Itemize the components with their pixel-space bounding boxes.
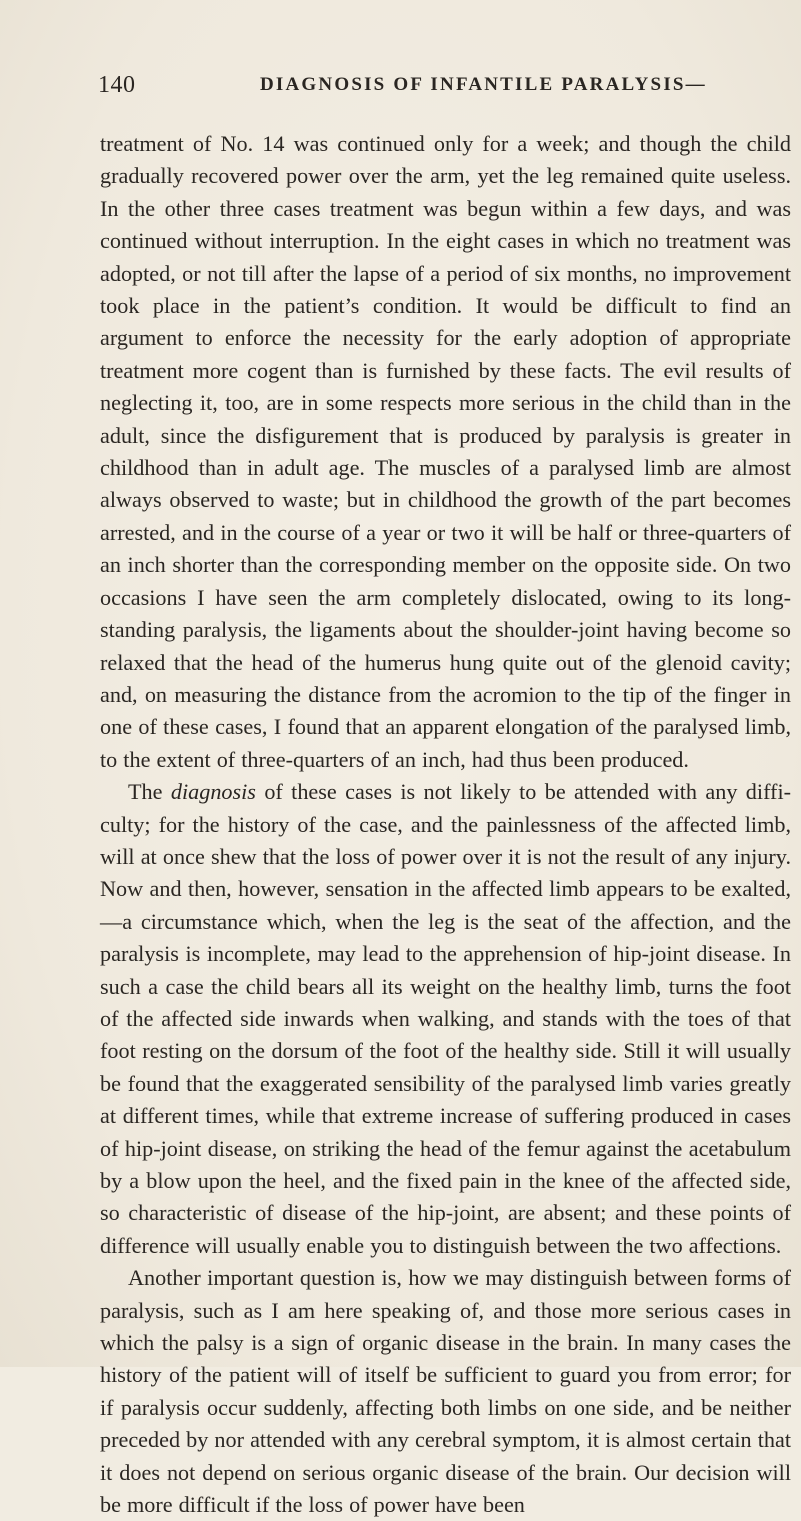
body-text [100,128,791,1521]
paragraph-diagnosis-body: of these cases is not likely to be attended with any difficulty; for the history of the case, and the painlessness of the affected limb, will at once shew that the loss of power over it is not the result of any injury. Now and then, however, sensation in the affected limb appears to be exalted,—a circumstance which, when the leg is the seat of the affection, and the paralysis is incomplete, may lead to the apprehension of hip-joint disease. In such a case the child bears all its weight on the healthy limb, turns the foot of the affected side inwards when walking, and stands with the toes of that foot resting on the dorsum of the foot of the healthy side. Still it will usually be found that the exaggerated sensibility of the paralysed limb varies greatly at different times, while that extreme increase of suffering produced in cases of hip-joint disease, on striking the head of the femur against the acetabulum by a blow upon the heel, and the fixed pain in the knee of the affected side, so characteristic of disease of the hip-joint, are absent; and these points of difference will usually enable you to distinguish between the two affections. [100,779,791,1258]
paragraph-distinguishing-paralysis: Another important question is, how we may distinguish between forms of paralysis, such as I am here speaking of, and those more serious cases in which the palsy is a sign of organic disease in the brain. In many cases the history of the patient will of itself be sufficient to guard you from error; for if paralysis occur suddenly, affecting both limbs on one side, and be neither preceded by nor attended with any cerebral symptom, it is almost certain that it does not depend on serious organic disease of the brain. Our decision will be more difficult if the loss of power have been [100,1265,791,1518]
running-title: DIAGNOSIS OF INFANTILE PARALYSIS— [260,74,707,95]
running-head [98,72,748,102]
paragraph-diagnosis [100,776,791,1262]
paragraph-treatment-results: treatment of No. 14 was continued only for a week; and though the child gradually recovered power over the arm, yet the leg remained quite useless. In the other three cases treatment was begun within a few days, and was continued without interruption. In the eight cases in which no treatment was adopted, or not till after the lapse of a period of six months, no improvement took place in the patient’s condition. It would be difficult to find an argument to enforce the necessity for the early adoption of appropriate treatment more cogent than is furnished by these facts. The evil results of neglecting it, too, are in some respects more serious in the child than in the adult, since the disfigurement that is produced by paralysis is greater in childhood than in adult age. The muscles of a paralysed limb are almost always observed to waste; but in childhood the growth of the part becomes arrested, and in the course of a year or two it will be half or three-quarters of an inch shorter than the corresponding member on the opposite side. On two occasions I have seen the arm completely dislocated, owing to its long-standing paralysis, the ligaments about the shoulder-joint having become so relaxed that the head of the humerus hung quite out of the glenoid cavity; and, on measuring the distance from the acromion to the tip of the finger in one of these cases, I found that an apparent elongation of the paralysed limb, to the extent of three-quarters of an inch, had thus been produced. [100,131,791,772]
page-number: 140 [98,72,136,98]
diagnosis-emphasis: diagnosis [170,779,256,805]
paragraph-diagnosis-lead: The [128,779,171,805]
